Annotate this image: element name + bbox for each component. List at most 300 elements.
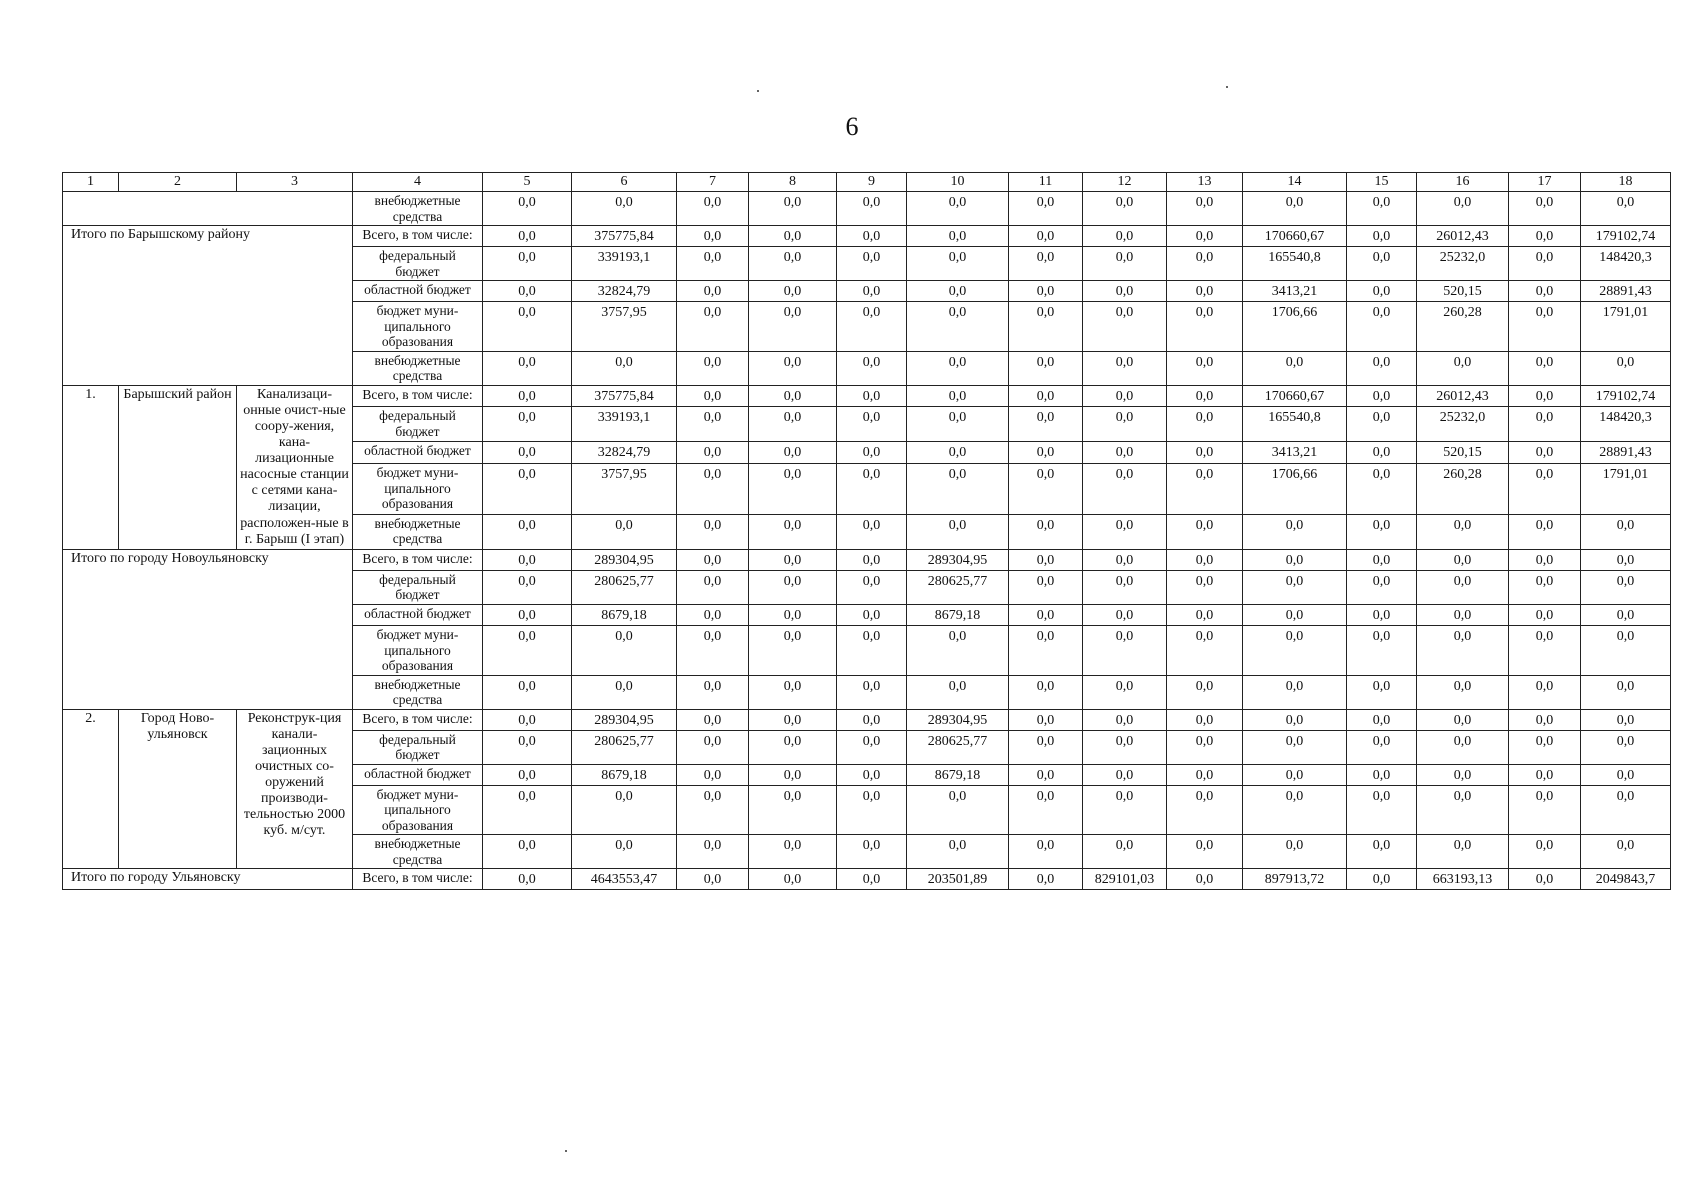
value-cell: 280625,77 (907, 730, 1009, 764)
table-body (63, 173, 1671, 890)
value-cell: 0,0 (572, 514, 677, 549)
value-cell: 0,0 (677, 604, 749, 625)
value-cell: 0,0 (1167, 625, 1243, 675)
value-cell: 0,0 (677, 549, 749, 570)
value-cell: 0,0 (1167, 785, 1243, 835)
value-cell: 0,0 (837, 625, 907, 675)
table-row (63, 549, 1671, 570)
value-cell: 0,0 (1509, 385, 1581, 407)
value-cell: 0,0 (1083, 463, 1167, 514)
value-cell: 0,0 (1083, 785, 1167, 835)
value-cell: 0,0 (907, 442, 1009, 464)
value-cell: 0,0 (1083, 835, 1167, 869)
value-cell: 0,0 (1243, 625, 1347, 675)
value-cell: 0,0 (1581, 835, 1671, 869)
value-cell: 0,0 (483, 226, 572, 247)
value-cell: 0,0 (1083, 730, 1167, 764)
value-cell: 28891,43 (1581, 281, 1671, 302)
value-cell: 0,0 (1243, 604, 1347, 625)
value-cell: 0,0 (749, 625, 837, 675)
value-cell: 0,0 (1167, 675, 1243, 709)
value-cell: 179102,74 (1581, 385, 1671, 407)
column-number: 6 (572, 173, 677, 192)
value-cell: 0,0 (1347, 570, 1417, 604)
funding-source: бюджет муни-ципального образования (353, 463, 483, 514)
value-cell: 0,0 (1581, 675, 1671, 709)
value-cell: 0,0 (1347, 442, 1417, 464)
value-cell: 0,0 (1509, 442, 1581, 464)
value-cell: 0,0 (749, 226, 837, 247)
value-cell: 0,0 (1347, 549, 1417, 570)
value-cell: 289304,95 (907, 709, 1009, 730)
value-cell: 0,0 (483, 835, 572, 869)
value-cell: 0,0 (837, 709, 907, 730)
value-cell: 148420,3 (1581, 407, 1671, 442)
value-cell: 0,0 (749, 407, 837, 442)
funding-source: областной бюджет (353, 281, 483, 302)
value-cell: 0,0 (837, 675, 907, 709)
value-cell: 0,0 (1167, 730, 1243, 764)
value-cell: 0,0 (749, 463, 837, 514)
value-cell: 0,0 (1417, 625, 1509, 675)
funding-source: Всего, в том числе: (353, 226, 483, 247)
value-cell: 0,0 (1009, 302, 1083, 352)
value-cell: 0,0 (1083, 709, 1167, 730)
value-cell: 0,0 (677, 351, 749, 385)
value-cell: 0,0 (1083, 247, 1167, 281)
scan-speck (1226, 86, 1228, 88)
value-cell: 0,0 (837, 570, 907, 604)
value-cell: 0,0 (749, 351, 837, 385)
value-cell: 0,0 (483, 709, 572, 730)
value-cell: 0,0 (837, 281, 907, 302)
value-cell: 0,0 (677, 785, 749, 835)
value-cell: 0,0 (677, 570, 749, 604)
value-cell: 0,0 (1417, 764, 1509, 785)
value-cell: 0,0 (837, 869, 907, 890)
value-cell: 0,0 (1417, 549, 1509, 570)
value-cell: 0,0 (1347, 407, 1417, 442)
value-cell: 289304,95 (572, 709, 677, 730)
value-cell: 0,0 (1347, 604, 1417, 625)
value-cell: 0,0 (1417, 675, 1509, 709)
value-cell: 0,0 (1009, 463, 1083, 514)
value-cell: 0,0 (1167, 351, 1243, 385)
scan-speck (565, 1150, 567, 1152)
value-cell: 0,0 (1243, 835, 1347, 869)
value-cell: 0,0 (1083, 192, 1167, 226)
funding-source: внебюджетные средства (353, 835, 483, 869)
column-number: 13 (1167, 173, 1243, 192)
value-cell: 0,0 (749, 549, 837, 570)
value-cell: 0,0 (483, 385, 572, 407)
value-cell: 0,0 (483, 247, 572, 281)
value-cell: 0,0 (1243, 570, 1347, 604)
value-cell: 0,0 (1581, 785, 1671, 835)
value-cell: 0,0 (1009, 192, 1083, 226)
value-cell: 280625,77 (572, 730, 677, 764)
value-cell: 0,0 (1347, 764, 1417, 785)
value-cell: 0,0 (1083, 514, 1167, 549)
value-cell: 0,0 (837, 192, 907, 226)
value-cell: 829101,03 (1083, 869, 1167, 890)
value-cell: 0,0 (483, 570, 572, 604)
value-cell: 0,0 (907, 675, 1009, 709)
value-cell: 0,0 (1167, 407, 1243, 442)
value-cell: 26012,43 (1417, 226, 1509, 247)
value-cell: 0,0 (572, 835, 677, 869)
value-cell: 339193,1 (572, 407, 677, 442)
value-cell: 0,0 (1083, 764, 1167, 785)
column-number: 1 (63, 173, 119, 192)
value-cell: 0,0 (1347, 675, 1417, 709)
value-cell: 0,0 (1509, 709, 1581, 730)
table-row (63, 385, 1671, 407)
value-cell: 0,0 (1167, 709, 1243, 730)
value-cell: 0,0 (1009, 385, 1083, 407)
column-number: 8 (749, 173, 837, 192)
value-cell: 0,0 (1347, 281, 1417, 302)
value-cell: 260,28 (1417, 302, 1509, 352)
column-number: 14 (1243, 173, 1347, 192)
value-cell: 0,0 (749, 764, 837, 785)
value-cell: 0,0 (1509, 570, 1581, 604)
value-cell: 0,0 (677, 625, 749, 675)
value-cell: 0,0 (837, 764, 907, 785)
value-cell: 0,0 (837, 226, 907, 247)
value-cell: 0,0 (837, 730, 907, 764)
value-cell: 8679,18 (907, 604, 1009, 625)
value-cell: 0,0 (1509, 463, 1581, 514)
value-cell: 0,0 (749, 675, 837, 709)
value-cell: 0,0 (483, 730, 572, 764)
value-cell: 0,0 (1509, 835, 1581, 869)
value-cell: 0,0 (749, 281, 837, 302)
total-label: Итого по городу Ульяновску (63, 869, 353, 890)
table-row (63, 192, 1671, 226)
value-cell: 0,0 (1509, 407, 1581, 442)
value-cell: 0,0 (1167, 514, 1243, 549)
item-number: 1. (63, 385, 119, 549)
value-cell: 0,0 (1009, 514, 1083, 549)
value-cell: 0,0 (1581, 570, 1671, 604)
value-cell: 0,0 (837, 407, 907, 442)
value-cell: 0,0 (1083, 226, 1167, 247)
value-cell: 0,0 (837, 385, 907, 407)
value-cell: 0,0 (1581, 730, 1671, 764)
column-number: 7 (677, 173, 749, 192)
value-cell: 0,0 (1347, 247, 1417, 281)
value-cell: 0,0 (1581, 192, 1671, 226)
value-cell: 32824,79 (572, 442, 677, 464)
column-number: 9 (837, 173, 907, 192)
value-cell: 0,0 (677, 281, 749, 302)
funding-source: Всего, в том числе: (353, 709, 483, 730)
value-cell: 0,0 (1509, 281, 1581, 302)
value-cell: 0,0 (837, 549, 907, 570)
column-number: 12 (1083, 173, 1167, 192)
value-cell: 0,0 (483, 549, 572, 570)
value-cell: 0,0 (1417, 351, 1509, 385)
value-cell: 0,0 (677, 442, 749, 464)
value-cell: 375775,84 (572, 226, 677, 247)
value-cell: 0,0 (907, 625, 1009, 675)
value-cell: 0,0 (907, 226, 1009, 247)
value-cell: 0,0 (1581, 764, 1671, 785)
value-cell: 0,0 (1009, 835, 1083, 869)
value-cell: 0,0 (749, 709, 837, 730)
funding-source: Всего, в том числе: (353, 869, 483, 890)
value-cell: 0,0 (749, 302, 837, 352)
value-cell: 0,0 (1243, 514, 1347, 549)
value-cell: 0,0 (907, 281, 1009, 302)
value-cell: 0,0 (1167, 835, 1243, 869)
value-cell: 0,0 (907, 192, 1009, 226)
value-cell: 0,0 (1167, 281, 1243, 302)
value-cell: 0,0 (1167, 549, 1243, 570)
value-cell: 0,0 (483, 675, 572, 709)
value-cell: 0,0 (1347, 835, 1417, 869)
value-cell: 0,0 (1509, 785, 1581, 835)
value-cell: 0,0 (1167, 385, 1243, 407)
value-cell: 0,0 (1243, 709, 1347, 730)
value-cell: 0,0 (1417, 570, 1509, 604)
value-cell: 0,0 (1009, 625, 1083, 675)
table-row (63, 709, 1671, 730)
value-cell: 0,0 (1509, 226, 1581, 247)
column-number: 15 (1347, 173, 1417, 192)
value-cell: 0,0 (677, 247, 749, 281)
value-cell: 1706,66 (1243, 302, 1347, 352)
funding-source: внебюджетные средства (353, 192, 483, 226)
value-cell: 25232,0 (1417, 407, 1509, 442)
value-cell: 0,0 (677, 463, 749, 514)
value-cell: 0,0 (483, 407, 572, 442)
value-cell: 0,0 (1009, 709, 1083, 730)
value-cell: 0,0 (677, 407, 749, 442)
value-cell: 0,0 (907, 407, 1009, 442)
funding-source: бюджет муни-ципального образования (353, 625, 483, 675)
value-cell: 0,0 (907, 247, 1009, 281)
value-cell: 0,0 (1417, 709, 1509, 730)
value-cell: 0,0 (749, 192, 837, 226)
value-cell: 0,0 (837, 604, 907, 625)
value-cell: 0,0 (749, 869, 837, 890)
value-cell: 148420,3 (1581, 247, 1671, 281)
funding-source: бюджет муни-ципального образования (353, 785, 483, 835)
value-cell: 0,0 (1347, 302, 1417, 352)
value-cell: 0,0 (483, 604, 572, 625)
value-cell: 0,0 (837, 835, 907, 869)
value-cell: 0,0 (677, 730, 749, 764)
funding-source: федеральный бюджет (353, 407, 483, 442)
value-cell: 4643553,47 (572, 869, 677, 890)
funding-source: Всего, в том числе: (353, 385, 483, 407)
value-cell: 0,0 (837, 247, 907, 281)
value-cell: 520,15 (1417, 442, 1509, 464)
value-cell: 0,0 (1083, 604, 1167, 625)
value-cell: 0,0 (1347, 226, 1417, 247)
funding-source: внебюджетные средства (353, 514, 483, 549)
value-cell: 0,0 (907, 463, 1009, 514)
value-cell: 179102,74 (1581, 226, 1671, 247)
value-cell: 3413,21 (1243, 281, 1347, 302)
value-cell: 0,0 (1347, 709, 1417, 730)
value-cell: 0,0 (749, 570, 837, 604)
value-cell: 0,0 (1509, 625, 1581, 675)
value-cell: 0,0 (1083, 625, 1167, 675)
value-cell: 0,0 (1347, 625, 1417, 675)
value-cell: 0,0 (1167, 226, 1243, 247)
value-cell: 0,0 (1243, 675, 1347, 709)
value-cell: 0,0 (1009, 869, 1083, 890)
object-name: Реконструк-ция канали-зационных очистных со-оружений производи-тельностью 2000 куб. м/сут. (237, 709, 353, 869)
value-cell: 289304,95 (572, 549, 677, 570)
value-cell: 0,0 (1509, 514, 1581, 549)
value-cell: 0,0 (1083, 351, 1167, 385)
funding-source: внебюджетные средства (353, 675, 483, 709)
value-cell: 0,0 (1509, 192, 1581, 226)
value-cell: 0,0 (1009, 281, 1083, 302)
territory-name: Город Ново-ульяновск (119, 709, 237, 869)
column-number-row (63, 173, 1671, 192)
value-cell: 0,0 (1509, 730, 1581, 764)
value-cell: 0,0 (1417, 514, 1509, 549)
value-cell: 0,0 (1167, 302, 1243, 352)
value-cell: 0,0 (677, 385, 749, 407)
column-number: 5 (483, 173, 572, 192)
value-cell: 280625,77 (572, 570, 677, 604)
value-cell: 8679,18 (572, 764, 677, 785)
value-cell: 0,0 (749, 785, 837, 835)
value-cell: 0,0 (749, 835, 837, 869)
value-cell: 0,0 (677, 764, 749, 785)
value-cell: 520,15 (1417, 281, 1509, 302)
value-cell: 0,0 (837, 785, 907, 835)
value-cell: 0,0 (1009, 604, 1083, 625)
value-cell: 0,0 (1509, 302, 1581, 352)
value-cell: 0,0 (907, 351, 1009, 385)
object-name: Канализаци-онные очист-ные соору-жения, кана-лизационные насосные станции с сетями кана-лизации, расположен-ные в г. Барыш (I этап) (237, 385, 353, 549)
value-cell: 0,0 (1347, 351, 1417, 385)
funding-source: федеральный бюджет (353, 570, 483, 604)
value-cell: 0,0 (1581, 351, 1671, 385)
column-number: 4 (353, 173, 483, 192)
value-cell: 0,0 (907, 514, 1009, 549)
value-cell: 0,0 (1009, 407, 1083, 442)
value-cell: 0,0 (1009, 730, 1083, 764)
value-cell: 0,0 (483, 192, 572, 226)
funding-source: областной бюджет (353, 442, 483, 464)
value-cell: 0,0 (1417, 835, 1509, 869)
value-cell: 0,0 (1009, 785, 1083, 835)
column-number: 18 (1581, 173, 1671, 192)
funding-source: внебюджетные средства (353, 351, 483, 385)
value-cell: 0,0 (1167, 764, 1243, 785)
value-cell: 0,0 (677, 835, 749, 869)
value-cell: 26012,43 (1417, 385, 1509, 407)
value-cell: 0,0 (1581, 549, 1671, 570)
value-cell: 0,0 (1167, 247, 1243, 281)
value-cell: 0,0 (1167, 463, 1243, 514)
column-number: 16 (1417, 173, 1509, 192)
value-cell: 0,0 (572, 785, 677, 835)
value-cell: 0,0 (837, 463, 907, 514)
value-cell: 0,0 (1347, 730, 1417, 764)
funding-source: бюджет муни-ципального образования (353, 302, 483, 352)
value-cell: 0,0 (1009, 247, 1083, 281)
value-cell: 0,0 (1243, 785, 1347, 835)
value-cell: 260,28 (1417, 463, 1509, 514)
value-cell: 32824,79 (572, 281, 677, 302)
funding-source: областной бюджет (353, 764, 483, 785)
value-cell: 0,0 (677, 675, 749, 709)
value-cell: 0,0 (1509, 247, 1581, 281)
value-cell: 0,0 (1009, 549, 1083, 570)
value-cell: 25232,0 (1417, 247, 1509, 281)
value-cell: 0,0 (483, 514, 572, 549)
value-cell: 0,0 (483, 442, 572, 464)
item-number: 2. (63, 709, 119, 869)
value-cell: 0,0 (1009, 442, 1083, 464)
value-cell: 0,0 (1009, 570, 1083, 604)
value-cell: 663193,13 (1417, 869, 1509, 890)
value-cell: 28891,43 (1581, 442, 1671, 464)
column-number: 11 (1009, 173, 1083, 192)
value-cell: 0,0 (907, 785, 1009, 835)
value-cell: 0,0 (1083, 385, 1167, 407)
total-label: Итого по Барышскому району (63, 226, 353, 386)
value-cell: 0,0 (749, 442, 837, 464)
value-cell: 0,0 (749, 247, 837, 281)
value-cell: 0,0 (1417, 785, 1509, 835)
value-cell: 0,0 (1009, 764, 1083, 785)
column-number: 10 (907, 173, 1009, 192)
territory-name: Барышский район (119, 385, 237, 549)
value-cell: 0,0 (1417, 604, 1509, 625)
value-cell: 0,0 (1347, 785, 1417, 835)
value-cell: 0,0 (572, 351, 677, 385)
value-cell: 170660,67 (1243, 226, 1347, 247)
value-cell: 0,0 (1083, 549, 1167, 570)
value-cell: 2049843,7 (1581, 869, 1671, 890)
value-cell: 375775,84 (572, 385, 677, 407)
value-cell: 0,0 (483, 281, 572, 302)
value-cell: 0,0 (749, 514, 837, 549)
value-cell: 0,0 (677, 302, 749, 352)
value-cell: 0,0 (1083, 281, 1167, 302)
value-cell: 0,0 (677, 869, 749, 890)
value-cell: 0,0 (572, 192, 677, 226)
value-cell: 0,0 (483, 764, 572, 785)
value-cell: 0,0 (1083, 675, 1167, 709)
funding-source: областной бюджет (353, 604, 483, 625)
table-row (63, 869, 1671, 890)
value-cell: 280625,77 (907, 570, 1009, 604)
value-cell: 1706,66 (1243, 463, 1347, 514)
page-number: 6 (845, 112, 859, 141)
value-cell: 0,0 (1083, 407, 1167, 442)
value-cell: 0,0 (1167, 869, 1243, 890)
value-cell: 0,0 (837, 302, 907, 352)
value-cell: 0,0 (1581, 709, 1671, 730)
value-cell: 0,0 (837, 351, 907, 385)
value-cell: 0,0 (1347, 514, 1417, 549)
value-cell: 0,0 (1509, 351, 1581, 385)
value-cell: 0,0 (749, 604, 837, 625)
value-cell: 0,0 (907, 835, 1009, 869)
scan-speck (757, 90, 759, 92)
